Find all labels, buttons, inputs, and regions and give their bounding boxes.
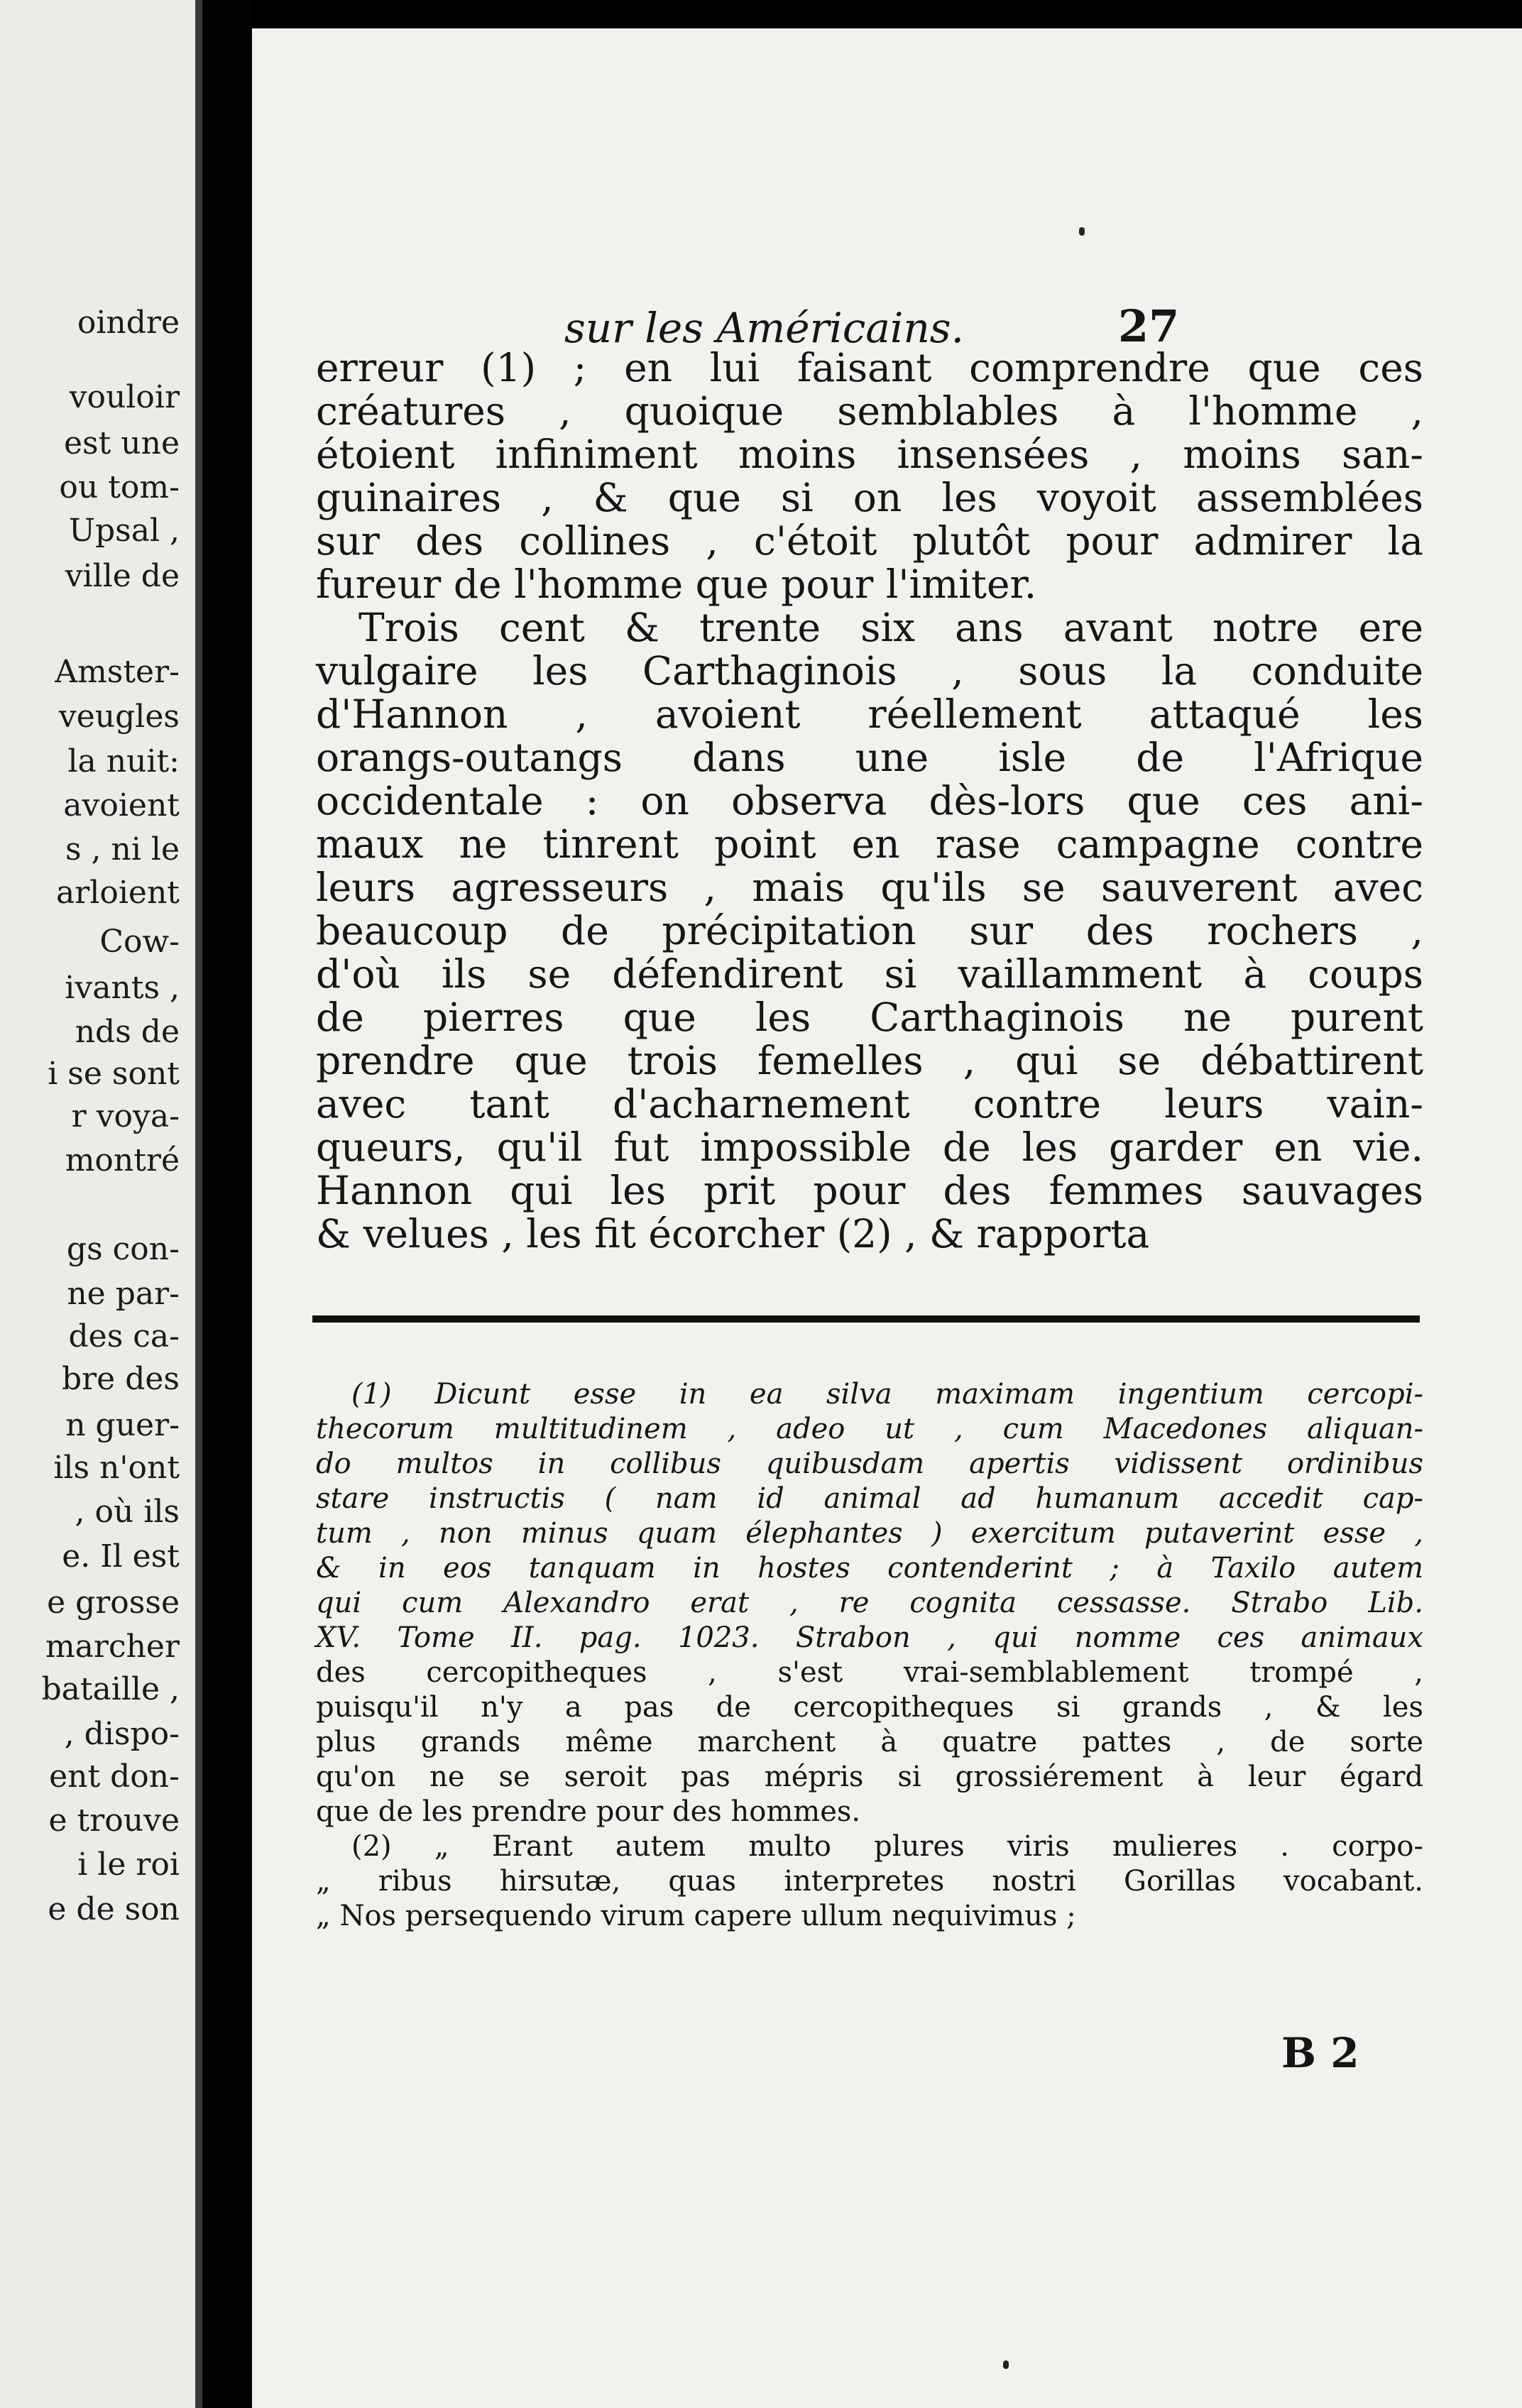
text-line: erreur (1) ; en lui faisant comprendre que ces bbox=[316, 345, 1423, 390]
left-page-line: marcher bbox=[45, 1629, 180, 1665]
text-line: Trois cent & trente six ans avant notre ere bbox=[358, 605, 1423, 650]
footnote-line: que de les prendre pour des hommes. bbox=[316, 1795, 861, 1828]
footnote-rule bbox=[312, 1315, 1420, 1323]
text-line: prendre que trois femelles , qui se débattirent bbox=[316, 1038, 1423, 1083]
left-page-line: arloient bbox=[56, 875, 180, 911]
footnote-line: qu'on ne se seroit pas mépris si grossiérement à leur égard bbox=[316, 1761, 1423, 1793]
footnote-line: plus grands même marchent à quatre pattes , de sorte bbox=[316, 1726, 1423, 1758]
text-line: vulgaire les Carthaginois , sous la conduite bbox=[316, 648, 1423, 694]
left-page-line: Cow- bbox=[99, 924, 180, 960]
left-page-line: ivants , bbox=[65, 970, 180, 1006]
left-page-line: oindre bbox=[77, 305, 180, 341]
left-page-fragment bbox=[0, 0, 195, 2408]
left-page-line: avoient bbox=[63, 787, 180, 823]
page-number: 27 bbox=[1118, 300, 1180, 352]
left-page-line: i le roi bbox=[77, 1846, 180, 1883]
page-edge-shadow bbox=[195, 0, 202, 2408]
left-page-line: des ca- bbox=[68, 1318, 180, 1354]
text-line: guinaires , & que si on les voyoit assemblées bbox=[316, 475, 1423, 520]
footnotes bbox=[316, 1377, 1423, 1934]
footnote-line: stare instructis ( nam id animal ad humanum accedit cap- bbox=[316, 1482, 1423, 1515]
main-text bbox=[316, 346, 1423, 1256]
footnote-line: qui cum Alexandro erat , re cognita cessasse. Strabo Lib. bbox=[316, 1587, 1423, 1619]
left-page-line: la nuit: bbox=[67, 743, 180, 779]
left-page-line: , où ils bbox=[75, 1494, 180, 1530]
text-line: avec tant d'acharnement contre leurs vain- bbox=[316, 1081, 1423, 1127]
left-page-line: montré bbox=[65, 1142, 180, 1178]
left-page-line: e de son bbox=[48, 1891, 180, 1927]
footnote-line: „ ribus hirsutæ, quas interpretes nostri Gorillas vocabant. bbox=[316, 1865, 1423, 1898]
right-page bbox=[252, 28, 1522, 2408]
signature-mark: B 2 bbox=[1281, 2029, 1359, 2077]
left-page-line: e. Il est bbox=[62, 1538, 180, 1575]
left-page-line: i se sont bbox=[48, 1056, 180, 1092]
text-line: queurs, qu'il fut impossible de les garder en vie. bbox=[316, 1124, 1423, 1170]
left-page-line: Upsal , bbox=[68, 513, 180, 549]
text-line: leurs agresseurs , mais qu'ils se sauverent avec bbox=[316, 865, 1423, 910]
footnote-line: XV. Tome II. pag. 1023. Strabon , qui nomme ces animaux bbox=[316, 1621, 1423, 1654]
text-line: sur des collines , c'étoit plutôt pour admirer la bbox=[316, 518, 1423, 564]
text-line: fureur de l'homme que pour l'imiter. bbox=[316, 562, 1037, 607]
left-page-line: vouloir bbox=[69, 379, 180, 415]
footnote-line: do multos in collibus quibusdam apertis vidissent ordinibus bbox=[316, 1447, 1423, 1480]
left-page-line: r voya- bbox=[71, 1098, 180, 1134]
left-page-line: est une bbox=[63, 425, 180, 461]
ink-speck bbox=[1003, 2360, 1009, 2369]
left-page-line: ville de bbox=[65, 558, 180, 594]
left-page-line: Amster- bbox=[55, 654, 180, 690]
left-page-line: ent don- bbox=[49, 1758, 180, 1795]
ink-speck bbox=[1079, 227, 1085, 236]
footnote-line: puisqu'il n'y a pas de cercopitheques si grands , & les bbox=[316, 1691, 1423, 1724]
footnote-line: (2) „ Erant autem multo plures viris mulieres . corpo- bbox=[351, 1830, 1423, 1863]
left-page-line: nds de bbox=[75, 1014, 180, 1050]
left-page-line: veugles bbox=[58, 699, 180, 735]
text-line: Hannon qui les prit pour des femmes sauvages bbox=[316, 1168, 1423, 1213]
left-page-line: ne par- bbox=[67, 1276, 180, 1312]
text-line: orangs-outangs dans une isle de l'Afrique bbox=[316, 735, 1423, 780]
footnote-line: des cercopitheques , s'est vrai-semblablement trompé , bbox=[316, 1656, 1423, 1689]
text-line: maux ne tinrent point en rase campagne contre bbox=[316, 821, 1423, 867]
text-line: créatures , quoique semblables à l'homme , bbox=[316, 388, 1423, 434]
left-page-line: bre des bbox=[61, 1361, 180, 1397]
running-head: sur les Américains. bbox=[564, 304, 965, 352]
left-page-line: s , ni le bbox=[65, 831, 180, 868]
footnote-line: tum , non minus quam élephantes ) exercitum putaverint esse , bbox=[316, 1517, 1423, 1550]
text-line: d'Hannon , avoient réellement attaqué les bbox=[316, 691, 1423, 737]
left-page-line: bataille , bbox=[41, 1671, 180, 1707]
text-line: & velues , les fit écorcher (2) , & rapporta bbox=[316, 1211, 1150, 1257]
left-page-line: ils n'ont bbox=[53, 1450, 180, 1486]
footnote-line: (1) Dicunt esse in ea silva maximam ingentium cercopi- bbox=[351, 1378, 1423, 1411]
footnote-line: & in eos tanquam in hostes contenderint ; à Taxilo autem bbox=[316, 1552, 1423, 1585]
text-line: de pierres que les Carthaginois ne purent bbox=[316, 995, 1423, 1040]
left-page-line: ou tom- bbox=[59, 469, 180, 505]
text-line: beaucoup de précipitation sur des rochers , bbox=[316, 908, 1423, 953]
text-line: occidentale : on observa dès-lors que ces ani- bbox=[316, 778, 1423, 823]
footnote-line: thecorum multitudinem , adeo ut , cum Macedones aliquan- bbox=[316, 1413, 1423, 1445]
left-page-line: n guer- bbox=[65, 1407, 180, 1443]
book-gutter bbox=[202, 0, 252, 2408]
text-line: étoient infiniment moins insensées , moins san- bbox=[316, 432, 1423, 477]
left-page-line: e trouve bbox=[48, 1802, 180, 1839]
left-page-line: gs con- bbox=[66, 1231, 180, 1267]
left-page-line: e grosse bbox=[47, 1585, 180, 1621]
text-line: d'où ils se défendirent si vaillamment à coups bbox=[316, 951, 1423, 997]
left-page-line: , dispo- bbox=[64, 1716, 180, 1752]
footnote-line: „ Nos persequendo virum capere ullum nequivimus ; bbox=[316, 1900, 1076, 1932]
